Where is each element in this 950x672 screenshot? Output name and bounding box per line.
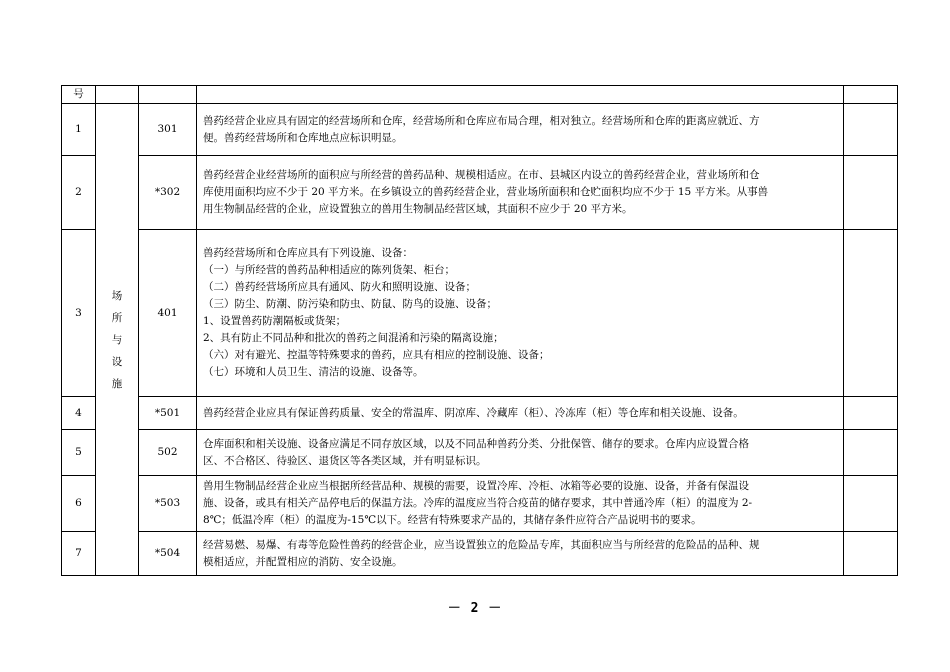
table-row <box>62 104 898 156</box>
content-line: 8℃；低温冷库（柜）的温度为-15℃以下。经营有特殊要求产品的，其储存条件应符合产品说明书的要求。 <box>203 514 702 526</box>
item-code: 401 <box>139 230 197 397</box>
result-cell <box>844 156 898 230</box>
result-cell <box>844 430 898 476</box>
content-line: 用生物制品经营的企业，应设置独立的兽用生物制品经营区域，其面积不应少于 20 平方米。 <box>203 203 633 215</box>
content-line: 便。兽药经营场所和仓库地点应标识明显。 <box>203 131 403 144</box>
result-cell <box>844 104 898 156</box>
table-row <box>62 430 898 476</box>
item-code: *503 <box>139 476 197 532</box>
item-content <box>197 156 844 230</box>
header-num-cell: 号 <box>62 86 96 104</box>
row-number: 6 <box>62 476 96 532</box>
table-row <box>62 156 898 230</box>
header-code-cell <box>139 86 197 104</box>
category-char: 与 <box>111 333 123 346</box>
content-line: （三）防尘、防潮、防污染和防虫、防鼠、防鸟的设施、设备； <box>203 298 497 310</box>
content-line: 2、具有防止不同品种和批次的兽药之间混淆和污染的隔离设施； <box>203 332 504 344</box>
table-row <box>62 230 898 397</box>
content-line: 兽药经营企业经营场所的面积应与所经营的兽药品种、规模相适应。在市、县城区内设立的兽药经营企业，营业场所和仓 <box>203 169 760 181</box>
content-line: （二）兽药经营场所应具有通风、防火和照明设施、设备； <box>203 281 476 293</box>
content-line: 兽药经营场所和仓库应具有下列设施、设备： <box>203 247 413 259</box>
item-code: *302 <box>139 156 197 230</box>
result-cell <box>844 230 898 397</box>
table-row <box>62 532 898 576</box>
content-line: 区、不合格区、待验区、退货区等各类区域，并有明显标识。 <box>203 454 487 467</box>
header-category-cell <box>96 86 139 104</box>
item-content <box>197 532 844 576</box>
content-line: （七）环境和人员卫生、清洁的设施、设备等。 <box>203 366 424 378</box>
item-code: *501 <box>139 397 197 430</box>
item-code: 301 <box>139 104 197 156</box>
content-line: 库使用面积均应不少于 20 平方米。在乡镇设立的兽药经营企业，营业场所面积和仓贮面积均应不少于 15 平方米。从事兽 <box>203 186 769 198</box>
category-char: 所 <box>111 311 123 324</box>
category-char: 设 <box>111 355 123 368</box>
content-line: （一）与所经营的兽药品种相适应的陈列货架、柜台； <box>203 264 455 276</box>
content-line: 兽药经营企业应具有固定的经营场所和仓库，经营场所和仓库应布局合理，相对独立。经营场所和仓库的距离应就近、方 <box>203 114 760 127</box>
content-line: （六）对有避光、控温等特殊要求的兽药，应具有相应的控制设施、设备； <box>203 349 550 361</box>
result-cell <box>844 397 898 430</box>
item-content <box>197 104 844 156</box>
row-number: 3 <box>62 230 96 397</box>
header-result-cell <box>844 86 898 104</box>
content-line: 经营易燃、易爆、有毒等危险性兽药的经营企业，应当设置独立的危险品专库，其面积应当与所经营的危险品的品种、规 <box>203 538 760 551</box>
category-cell <box>96 104 139 576</box>
table-row <box>62 476 898 532</box>
content-line: 兽药经营企业应具有保证兽药质量、安全的常温库、阴凉库、冷藏库（柜）、冷冻库（柜）等仓库和相关设施、设备。 <box>203 406 744 419</box>
table-row <box>62 397 898 430</box>
row-number: 2 <box>62 156 96 230</box>
content-line: 仓库面积和相关设施、设备应满足不同存放区域，以及不同品种兽药分类、分批保管、储存的要求。仓库内应设置合格 <box>203 437 749 450</box>
row-number: 5 <box>62 430 96 476</box>
page-number: － 2 － <box>447 601 503 616</box>
result-cell <box>844 476 898 532</box>
item-content <box>197 397 844 430</box>
content-line: 模相适应，并配置相应的消防、安全设施。 <box>203 555 403 568</box>
row-number: 1 <box>62 104 96 156</box>
item-content <box>197 430 844 476</box>
content-line: 1、设置兽药防潮隔板或货架； <box>203 315 347 327</box>
inspection-table <box>61 85 898 576</box>
item-code: 502 <box>139 430 197 476</box>
item-code: *504 <box>139 532 197 576</box>
content-line: 施、设备，或具有相关产品停电后的保温方法。冷库的温度应当符合疫苗的储存要求，其中普通冷库（柜）的温度为 2- <box>203 497 753 509</box>
result-cell <box>844 532 898 576</box>
content-line: 兽用生物制品经营企业应当根据所经营品种、规模的需要，设置冷库、冷柜、冰箱等必要的设施、设备，并备有保温设 <box>203 480 749 492</box>
category-char: 施 <box>111 377 123 390</box>
item-content <box>197 476 844 532</box>
item-content <box>197 230 844 397</box>
category-char: 场 <box>111 289 123 302</box>
row-number: 7 <box>62 532 96 576</box>
table-header-row <box>62 86 898 104</box>
header-content-cell <box>197 86 844 104</box>
row-number: 4 <box>62 397 96 430</box>
